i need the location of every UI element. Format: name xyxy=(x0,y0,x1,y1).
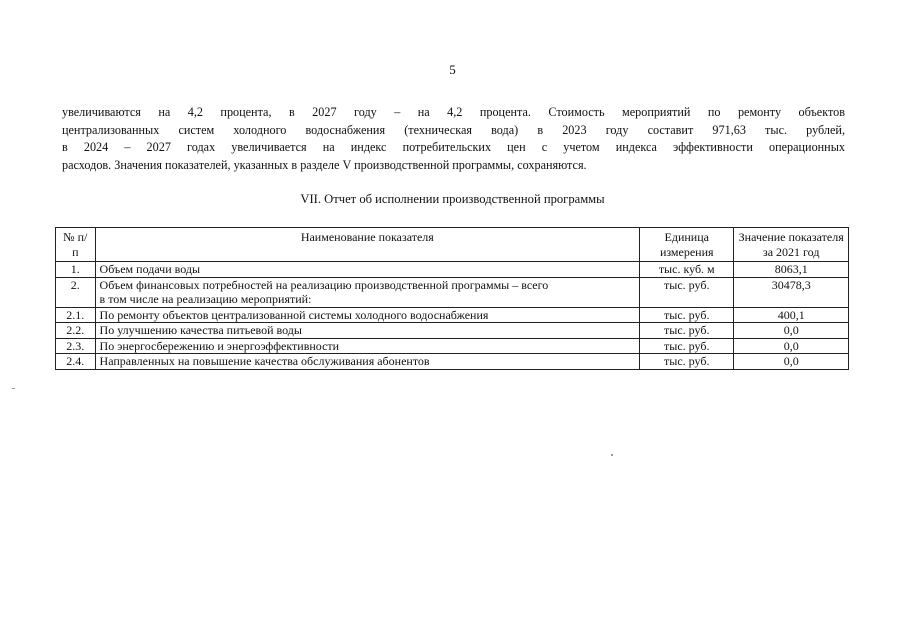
row-unit: тыс. руб. xyxy=(640,338,734,354)
table-row xyxy=(56,354,849,370)
section-title: VII. Отчет об исполнении производственной программы xyxy=(300,192,605,206)
row-num: 2.4. xyxy=(56,354,96,370)
row-value: 0,0 xyxy=(734,354,849,370)
row-unit: тыс. куб. м xyxy=(640,262,734,278)
row-unit: тыс. руб. xyxy=(640,307,734,323)
row-value: 400,1 xyxy=(734,307,849,323)
header-value: Значение показателя за 2021 год xyxy=(734,228,849,262)
table-row xyxy=(56,323,849,339)
table-row xyxy=(56,262,849,278)
row-value: 0,0 xyxy=(734,323,849,339)
body-paragraph xyxy=(62,104,845,174)
row-name: По ремонту объектов централизованной системы холодного водоснабжения xyxy=(95,307,640,323)
body-line: расходов. Значения показателей, указанных в разделе V производственной программы, сохраняются. xyxy=(62,157,587,172)
table-row xyxy=(56,307,849,323)
row-unit: тыс. руб. xyxy=(640,277,734,307)
row-name xyxy=(95,277,640,307)
row-unit: тыс. руб. xyxy=(640,323,734,339)
table-header-row xyxy=(56,228,849,262)
row-name-extra: в том числе на реализацию мероприятий: xyxy=(99,292,312,306)
table-row xyxy=(56,277,849,307)
row-name-main: Объем финансовых потребностей на реализацию производственной программы – всего xyxy=(99,277,549,292)
body-line: централизованных систем холодного водоснабжения (техническая вода) в 2023 году составит 971,63 тыс. рублей, xyxy=(62,122,845,137)
row-num: 2. xyxy=(56,277,96,307)
body-line: увеличиваются на 4,2 процента, в 2027 году – на 4,2 процента. Стоимость мероприятий по ремонту объектов xyxy=(62,105,845,119)
scan-artifact xyxy=(12,388,15,389)
report-table xyxy=(55,227,849,370)
row-num: 2.3. xyxy=(56,338,96,354)
page-number: 5 xyxy=(449,62,456,77)
row-name: Направленных на повышение качества обслуживания абонентов xyxy=(95,354,640,370)
body-line: в 2024 – 2027 годах увеличивается на индекс потребительских цен с учетом индекса эффективности операционных xyxy=(62,140,845,155)
header-name: Наименование показателя xyxy=(95,228,640,262)
row-value: 30478,3 xyxy=(734,277,849,307)
row-name: По энергосбережению и энергоэффективности xyxy=(95,338,640,354)
row-num: 2.2. xyxy=(56,323,96,339)
header-unit: Единица измерения xyxy=(640,228,734,262)
table-row xyxy=(56,338,849,354)
row-name: По улучшению качества питьевой воды xyxy=(95,323,640,339)
scan-artifact xyxy=(611,454,613,456)
row-value: 0,0 xyxy=(734,338,849,354)
row-value: 8063,1 xyxy=(734,262,849,278)
row-name: Объем подачи воды xyxy=(95,262,640,278)
row-num: 2.1. xyxy=(56,307,96,323)
row-num: 1. xyxy=(56,262,96,278)
row-unit: тыс. руб. xyxy=(640,354,734,370)
header-num: № п/п xyxy=(56,228,96,262)
